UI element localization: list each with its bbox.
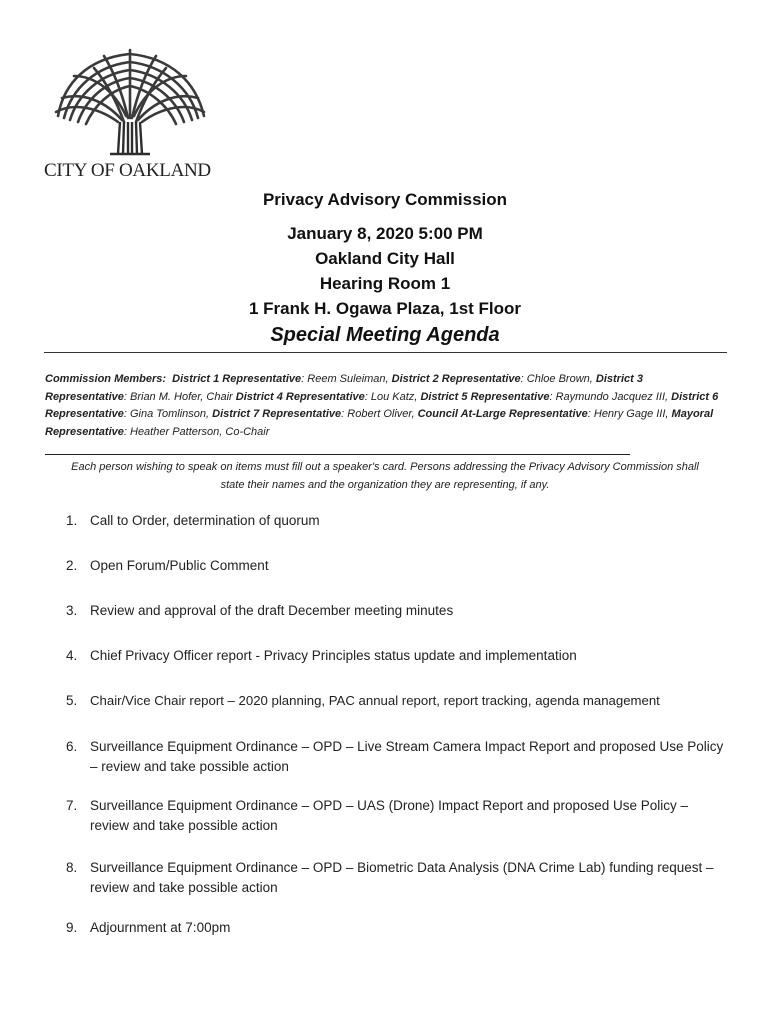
agenda-item-text: Review and approval of the draft December meeting minutes	[90, 603, 454, 618]
agenda-item-text: Surveillance Equipment Ordinance – OPD – Biometric Data Analysis (DNA Crime Lab) funding request – review and take possible action	[90, 860, 714, 895]
commission-members	[45, 371, 725, 441]
meeting-address: 1 Frank H. Ogawa Plaza, 1st Floor	[248, 299, 522, 318]
meeting-room: Hearing Room 1	[319, 274, 451, 293]
agenda-item-text: Call to Order, determination of quorum	[90, 513, 320, 528]
commission-name: Privacy Advisory Commission	[262, 190, 508, 209]
agenda-item-number: 1.	[66, 513, 78, 528]
meeting-datetime: January 8, 2020 5:00 PM	[287, 224, 483, 243]
agenda-item-text: Chief Privacy Officer report - Privacy Principles status update and implementation	[90, 648, 577, 663]
agenda-item-number: 9.	[66, 920, 78, 935]
page-title: Special Meeting Agenda	[270, 324, 500, 346]
agenda-item-number: 7.	[66, 798, 78, 813]
member: District 3 Representative: Brian M. Hofer, Chair	[45, 373, 643, 403]
members-divider	[45, 454, 630, 455]
agenda-item-text: Surveillance Equipment Ordinance – OPD – Live Stream Camera Impact Report and proposed Use Policy – review and take possible action	[90, 739, 724, 774]
city-name: CITY OF OAKLAND	[44, 160, 211, 181]
oak-tree-icon	[44, 42, 216, 158]
speaker-notice: Each person wishing to speak on items must fill out a speaker's card. Persons addressing the Privacy Advisory Commission shall state their names and the organization they are representing, if any.	[71, 461, 699, 491]
agenda-item-text: Surveillance Equipment Ordinance – OPD – UAS (Drone) Impact Report and proposed Use Policy – review and take possible action	[90, 798, 689, 833]
agenda-item-text: Chair/Vice Chair report – 2020 planning, PAC annual report, report tracking, agenda management	[90, 693, 660, 708]
member: District 4 Representative: Lou Katz,	[235, 390, 421, 403]
member: District 7 Representative: Robert Oliver,	[212, 408, 418, 420]
title-divider	[44, 352, 727, 353]
member: District 1 Representative: Reem Suleiman,	[172, 373, 392, 385]
member: District 6 Representative: Gina Tomlinson,	[45, 390, 719, 420]
member: District 5 Representative: Raymundo Jacquez III,	[420, 390, 672, 403]
agenda-item-number: 8.	[66, 860, 78, 875]
agenda-item-text: Open Forum/Public Comment	[90, 558, 269, 573]
member: Mayoral Representative: Heather Patterson, Co-Chair	[45, 408, 714, 438]
member: District 2 Representative: Chloe Brown,	[391, 373, 596, 385]
agenda-item-number: 6.	[66, 739, 78, 754]
agenda-item-number: 2.	[66, 558, 78, 573]
city-logo	[40, 42, 220, 187]
agenda-item-number: 3.	[66, 603, 78, 618]
agenda-item-number: 4.	[66, 648, 78, 663]
meeting-venue: Oakland City Hall	[315, 249, 455, 268]
agenda-item-number: 5.	[66, 693, 78, 708]
members-label: Commission Members:	[45, 373, 167, 385]
member: Council At-Large Representative: Henry Gage III,	[417, 408, 672, 420]
agenda-item-text: Adjournment at 7:00pm	[90, 920, 231, 935]
